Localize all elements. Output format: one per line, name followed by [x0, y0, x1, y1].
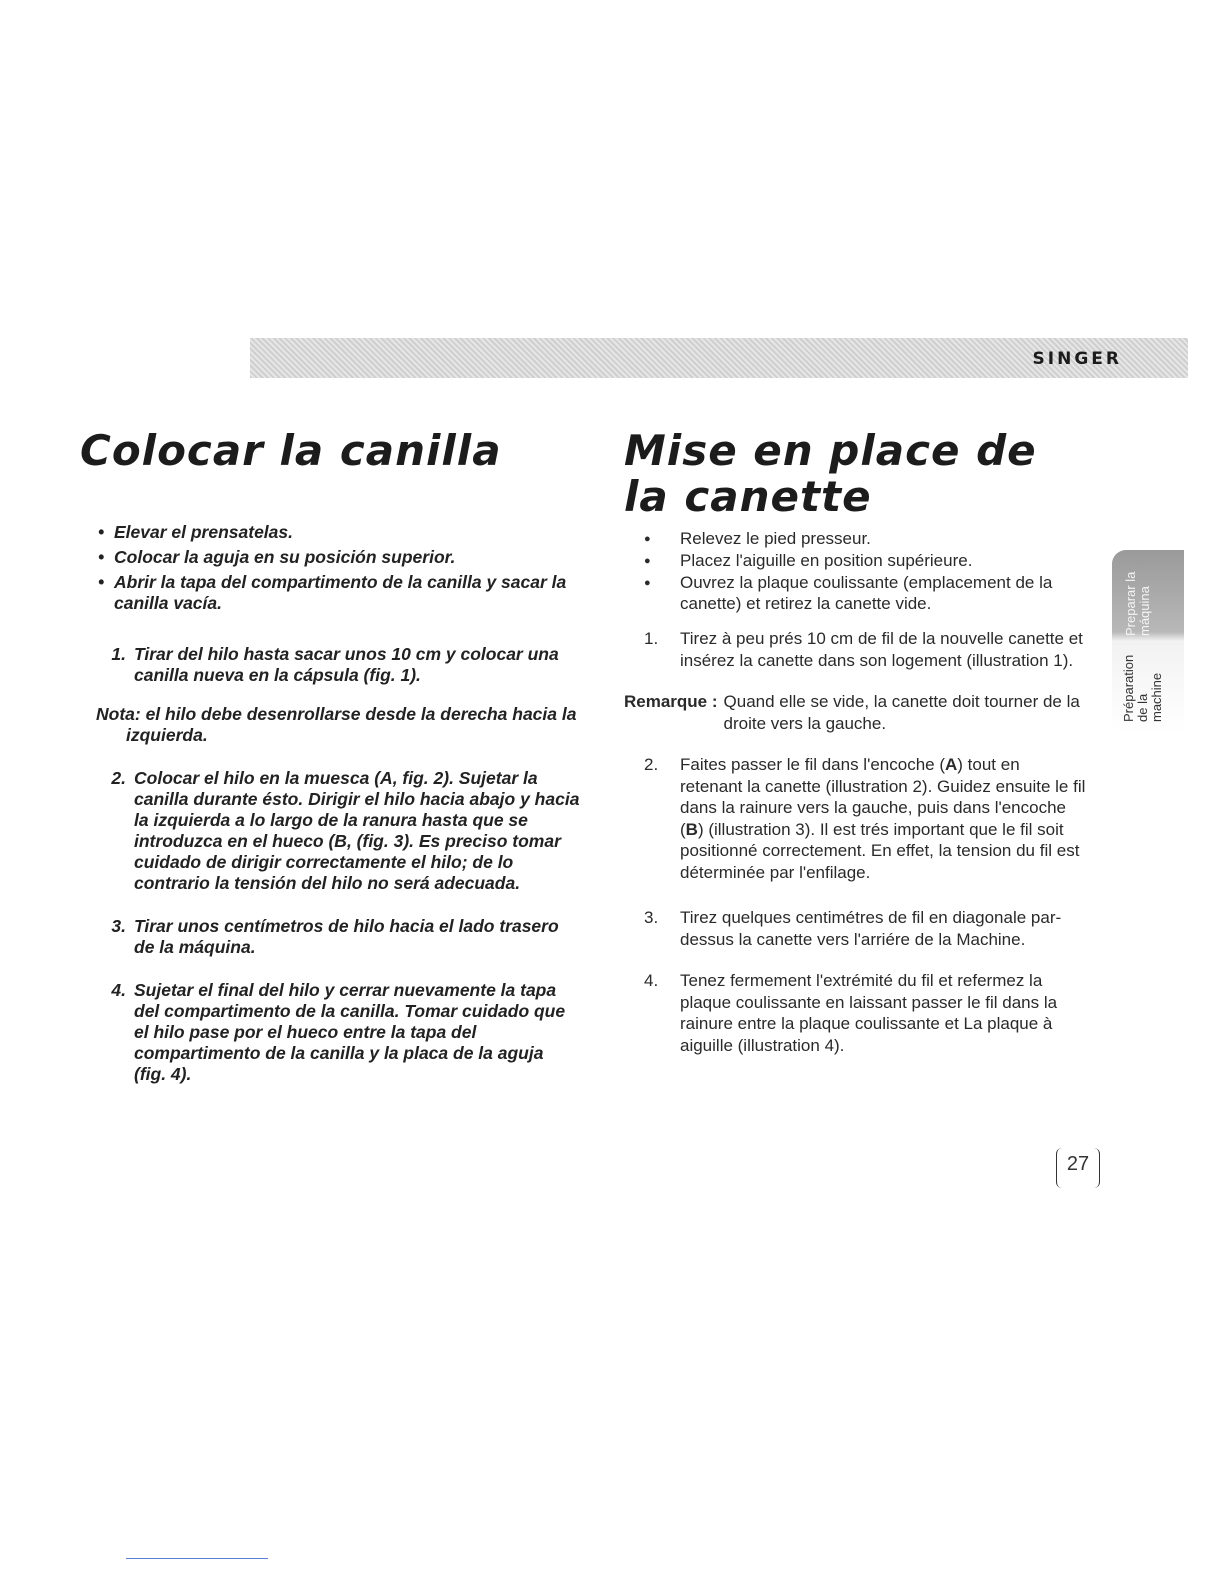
list-item: ● Placez l'aiguille en position supérieure. — [624, 550, 1086, 571]
list-item: • Abrir la tapa del compartimento de la canilla y sacar la canilla vacía. — [80, 572, 580, 614]
french-step-4 — [624, 970, 1086, 1056]
section-side-tab — [1112, 550, 1184, 732]
spanish-bullet-list — [80, 522, 580, 614]
spanish-step-2 — [80, 768, 580, 894]
list-item: ● Relevez le pied presseur. — [624, 528, 1086, 549]
french-bullet-list — [624, 528, 1086, 614]
list-item: ● Ouvrez la plaque coulissante (emplacement de la canette) et retirez la canette vide. — [624, 572, 1086, 614]
step-number: 2. — [111, 768, 126, 788]
step-number: 4. — [644, 971, 659, 990]
list-item: • Colocar la aguja en su posición superior. — [80, 547, 580, 568]
french-column — [624, 428, 1086, 1056]
brand-logo: SINGER — [1032, 349, 1122, 369]
step-number: 4. — [111, 980, 126, 1000]
step-text: Tirez quelques centimétres de fil en diagonale par-dessus la canette vers l'arriére de la Machine. — [680, 908, 1062, 949]
step-text: Tirar unos centímetros de hilo hacia el lado trasero de la máquina. — [134, 916, 559, 957]
spanish-step-4 — [80, 980, 580, 1085]
french-note — [624, 691, 1086, 734]
step-number: 2. — [644, 755, 659, 774]
header-band — [250, 338, 1188, 378]
spanish-note: Nota: el hilo debe desenrollarse desde la derecha hacia la izquierda. — [96, 704, 577, 745]
list-item: • Elevar el prensatelas. — [80, 522, 580, 543]
step-number: 1. — [111, 644, 126, 664]
side-tab-french-label: Préparation de la machine — [1121, 654, 1164, 722]
mark-a: A — [945, 755, 958, 774]
spanish-step-1 — [80, 644, 580, 686]
step-text: Sujetar el final del hilo y cerrar nuevamente la tapa del compartimento de la canilla. Tomar cuidado que el hilo pase por el hueco entre la tapa del compartimento de la canilla y la placa de la aguja (fig. 4). — [134, 980, 566, 1084]
page-number: 27 — [1056, 1148, 1100, 1188]
step-text: Tirez à peu prés 10 cm de fil de la nouvelle canette et insérez la canette dans son logement (illustration 1). — [680, 629, 1083, 670]
step-text: Faites passer le fil dans l'encoche (A) tout en retenant la canette (illustration 2). Guidez ensuite le fil dans la rainure vers la gauche, puis dans l'encoche (B) (illustration 3). Il est trés important que le fil soit positionné correctement. En effet, la tension du fil est déterminée par l'enfilage. — [680, 755, 1086, 882]
side-tab-spanish-label: Preparar la máquina — [1123, 571, 1152, 636]
step-number: 3. — [111, 916, 126, 936]
note-text: Quand elle se vide, la canette doit tourner de la droite vers la gauche. — [723, 692, 1080, 733]
step-number: 1. — [644, 629, 659, 648]
mark-b: B — [685, 819, 698, 839]
step-text: Tenez fermement l'extrémité du fil et refermez la plaque coulissante en laissant passer le fil dans la rainure entre la plaque coulissante et La plaque à aiguille (illustration 4). — [680, 971, 1058, 1055]
french-step-2 — [624, 754, 1086, 883]
spanish-column — [80, 428, 580, 1085]
note-label: Remarque : — [624, 692, 718, 711]
french-step-1 — [624, 628, 1086, 671]
spanish-step-3 — [80, 916, 580, 958]
bottom-rule — [126, 1558, 268, 1559]
step-text: Colocar el hilo en la muesca (A, fig. 2). Sujetar la canilla durante ésto. Dirigir el hilo hacia abajo y hacia la izquierda a lo largo de la ranura hasta que se introduzca en el hueco (B, (fig. 3). Es preciso tomar cuidado de dirigir correctamente el hilo; de lo contrario la tensión del hilo no será adecuada. — [134, 768, 580, 893]
step-text: Tirar del hilo hasta sacar unos 10 cm y colocar una canilla nueva en la cápsula (fig. 1). — [134, 644, 559, 685]
step-number: 3. — [644, 908, 659, 927]
french-step-3 — [624, 907, 1086, 950]
spanish-title: Colocar la canilla — [80, 426, 502, 475]
french-title: Mise en place de la canette — [624, 426, 1037, 521]
